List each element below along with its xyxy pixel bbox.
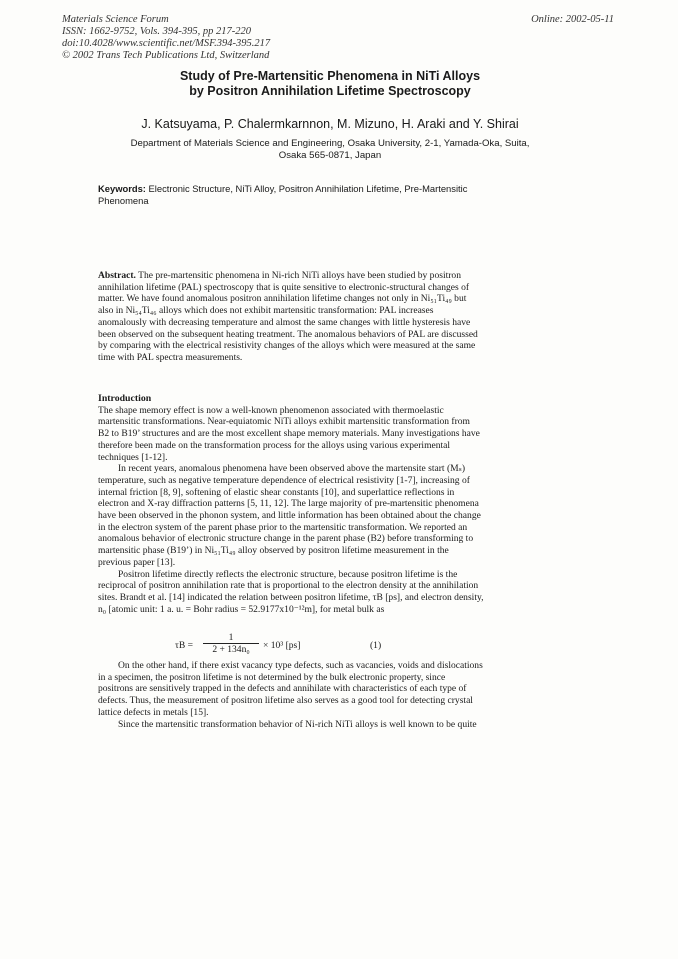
body-line: electron and X-ray diffraction patterns [5, 11, 12]. The large majority of pre-martensitic phenomena bbox=[98, 498, 479, 510]
abstract-line: also in Ni₅₄Ti₄₆ alloys which does not exhibit martensitic transformation: PAL increases bbox=[98, 305, 434, 317]
affiliation-line-2: Osaka 565-0871, Japan bbox=[278, 150, 382, 161]
abstract-label: Abstract. bbox=[98, 270, 136, 281]
body-line: therefore been made on the transformation process for the alloys using various experimental bbox=[98, 439, 451, 451]
body-continued bbox=[98, 660, 545, 730]
online-date: Online: 2002-05-11 bbox=[531, 14, 614, 25]
body-line: The shape memory effect is now a well-known phenomenon associated with thermoelastic bbox=[98, 404, 444, 416]
body-line: On the other hand, if there exist vacancy type defects, such as vacancies, voids and dislocations bbox=[118, 660, 483, 671]
body-line: previous paper [13]. bbox=[98, 556, 176, 568]
body-line: sites. Brandt et al. [14] indicated the relation between positron lifetime, τB [ps], and electron density, bbox=[98, 591, 484, 603]
abstract bbox=[98, 270, 545, 364]
equation-1 bbox=[175, 632, 505, 662]
journal-name: Materials Science Forum bbox=[62, 14, 169, 25]
body-line: lattice defects in metals [15]. bbox=[98, 706, 209, 718]
body-line: Since the martensitic transformation behavior of Ni-rich NiTi alloys is well known to be quite bbox=[118, 718, 477, 730]
keywords-line-1: Electronic Structure, NiTi Alloy, Positron Annihilation Lifetime, Pre-Martensitic bbox=[145, 183, 468, 194]
equation-fraction bbox=[203, 632, 259, 656]
title-line-2: by Positron Annihilation Lifetime Spectroscopy bbox=[189, 84, 471, 98]
body-line: internal friction [8, 9], softening of elastic shear constants [10], and superlattice reflections in bbox=[98, 486, 455, 498]
paper-title bbox=[95, 69, 565, 99]
abstract-line: The pre-martensitic phenomena in Ni-rich NiTi alloys have been studied by positron bbox=[135, 270, 461, 281]
abstract-line: matter. We have found anomalous positron annihilation lifetime changes not only in Ni₅₁Ti₄₉ but bbox=[98, 293, 467, 305]
body-line: B2 to B19’ structures and are the most excellent shape memory materials. Many investigations have bbox=[98, 428, 480, 440]
doi-line: doi:10.4028/www.scientific.net/MSF.394-395.217 bbox=[62, 38, 271, 49]
body-line: martensitic phase (B19’) in Ni₅₁Ti₄₉ alloy observed by positron lifetime measurement in the bbox=[98, 545, 449, 557]
equation-rhs: × 10³ [ps] bbox=[263, 640, 301, 651]
abstract-line: by comparing with the electrical resistivity changes of the alloys which were measured at the same bbox=[98, 340, 476, 352]
body-line: temperature, such as negative temperature dependence of electrical resistivity [1-7], increasing of bbox=[98, 474, 470, 486]
abstract-line: been observed on the subsequent heating treatment. The anomalous behaviors of PAL are discussed bbox=[98, 328, 478, 340]
keywords-label: Keywords: bbox=[98, 183, 146, 194]
introduction-section bbox=[98, 393, 545, 615]
body-line: n₀ [atomic unit: 1 a. u. = Bohr radius = 52.9177x10⁻¹²m], for metal bulk as bbox=[98, 603, 385, 615]
body-line: In recent years, anomalous phenomena have been observed above the martensite start (Mₛ) bbox=[118, 463, 466, 475]
keywords bbox=[98, 183, 558, 206]
body-line: positrons are sensitively trapped in the defects and annihilate with characteristics of each type of bbox=[98, 683, 467, 695]
affiliation-line-1: Department of Materials Science and Engineering, Osaka University, 2-1, Yamada-Oka, Suita, bbox=[130, 138, 530, 149]
body-line: reciprocal of positron annihilation rate that is proportional to the electron density at the annihilation bbox=[98, 580, 479, 592]
abstract-line: anomalously with decreasing temperature and almost the same changes with little hysteresis have bbox=[98, 316, 471, 328]
body-line: in a specimen, the positron lifetime is not determined by the bulk electronic property, since bbox=[98, 671, 446, 683]
title-line-1: Study of Pre-Martensitic Phenomena in NiTi Alloys bbox=[179, 69, 481, 83]
copyright-line: © 2002 Trans Tech Publications Ltd, Switzerland bbox=[62, 50, 270, 61]
body-line: martensitic transformations. Near-equiatomic NiTi alloys exhibit martensitic transformation from bbox=[98, 416, 470, 428]
body-line: defects. Thus, the measurement of positron lifetime also serves as a good tool for detecting crystal bbox=[98, 695, 473, 707]
body-line: techniques [1-12]. bbox=[98, 451, 168, 463]
authors: J. Katsuyama, P. Chalermkarnnon, M. Mizuno, H. Araki and Y. Shirai bbox=[141, 117, 519, 131]
abstract-line: time with PAL spectra measurements. bbox=[98, 351, 243, 363]
body-line: in the electron system of the parent phase prior to the martensitic transformation. We reported an bbox=[98, 521, 468, 533]
equation-lhs: τB = bbox=[175, 640, 193, 651]
body-line: anomalous behavior of electronic structure change in the parent phase (B2) before transforming to bbox=[98, 533, 474, 545]
equation-number: (1) bbox=[370, 640, 382, 651]
keywords-line-2: Phenomena bbox=[98, 194, 149, 206]
abstract-line: annihilation lifetime (PAL) spectroscopy that is quite sensitive to electronic-structural changes of bbox=[98, 281, 470, 293]
affiliation bbox=[90, 138, 570, 162]
equation-numerator: 1 bbox=[228, 632, 234, 643]
body-line: Positron lifetime directly reflects the electronic structure, because positron lifetime is the bbox=[118, 568, 458, 580]
introduction-heading: Introduction bbox=[98, 393, 152, 404]
body-line: have been observed in the phonon system, and little information has been obtained about the change bbox=[98, 510, 481, 522]
issn-line: ISSN: 1662-9752, Vols. 394-395, pp 217-220 bbox=[62, 26, 251, 37]
equation-denominator: 2 + 134n₀ bbox=[212, 644, 250, 655]
journal-header bbox=[62, 14, 270, 62]
